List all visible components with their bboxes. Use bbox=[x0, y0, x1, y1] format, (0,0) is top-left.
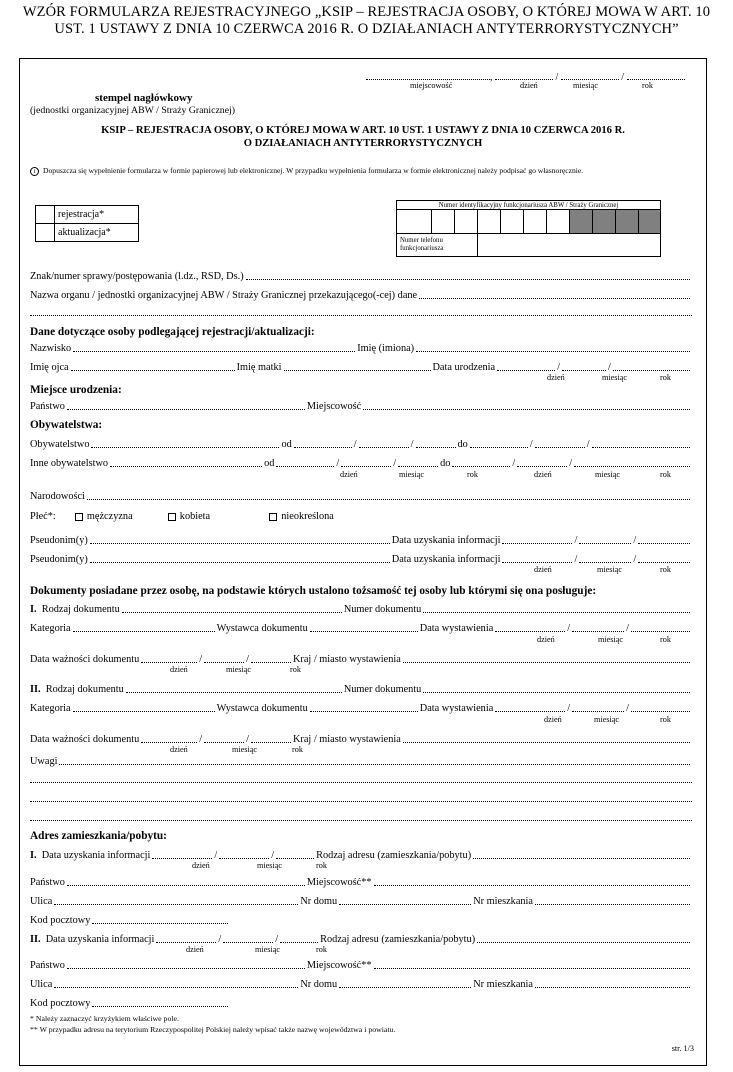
id-cell-shaded bbox=[616, 210, 639, 234]
female-checkbox[interactable] bbox=[168, 513, 176, 521]
month-label: miesiąc bbox=[255, 945, 281, 954]
year-label: rok bbox=[660, 635, 671, 644]
dotted-line[interactable] bbox=[30, 315, 692, 316]
issue-place-label: Kraj / miasto wystawienia bbox=[292, 654, 401, 665]
date-of-birth-label: Data urodzenia bbox=[432, 362, 496, 373]
citizenship-row-2[interactable]: Inne obywatelstwo od / / do / / bbox=[30, 457, 692, 469]
info-date-label: Data uzyskania informacji bbox=[391, 554, 501, 565]
info-note bbox=[30, 166, 583, 176]
stamp-title: stempel nagłówkowy bbox=[95, 92, 193, 104]
house-number-label: Nr domu bbox=[300, 979, 338, 990]
sex-row bbox=[30, 511, 334, 522]
address-1-date-row[interactable]: I. Data uzyskania informacji / / Rodzaj adresu (zamieszkania/pobytu) bbox=[30, 849, 692, 861]
remarks-row[interactable] bbox=[30, 755, 692, 767]
alias-row-1[interactable]: Pseudonim(y) Data uzyskania informacji / / bbox=[30, 534, 692, 546]
month-label: miesiąc bbox=[399, 470, 425, 479]
organization-row[interactable] bbox=[30, 289, 692, 301]
id-cell-shaded bbox=[570, 210, 593, 234]
place-label: Miejscowość** bbox=[306, 960, 372, 971]
issuer-label: Wystawca dokumentu bbox=[216, 623, 308, 634]
country-label: Państwo bbox=[30, 877, 65, 888]
mother-name-label: Imię matki bbox=[236, 362, 282, 373]
day-label: dzień bbox=[170, 745, 188, 754]
flat-number-label: Nr mieszkania bbox=[473, 896, 533, 907]
page-title bbox=[0, 4, 733, 38]
month-label: miesiąc bbox=[597, 565, 623, 574]
to-label: do bbox=[440, 458, 451, 469]
nationality-row[interactable] bbox=[30, 490, 692, 502]
category-label: Kategoria bbox=[30, 623, 71, 634]
street-label: Ulica bbox=[30, 896, 53, 907]
male-checkbox[interactable] bbox=[75, 513, 83, 521]
info-text: Dopuszcza się wypełnienie formularza w formie papierowej lub elektronicznej. W przypadku wypełnienia formularza w formie elektronicznej należy podpisać go własnoręcznie. bbox=[43, 166, 584, 175]
citizenship-row-1[interactable]: Obywatelstwo od / / do / / bbox=[30, 438, 692, 450]
surname-row[interactable] bbox=[30, 342, 692, 354]
phone-label-2: funkcjonariusza bbox=[400, 245, 444, 252]
given-names-label: Imię (imiona) bbox=[357, 343, 415, 354]
case-number-label: Znak/numer sprawy/postępowania (l.dz., RSD, Ds.) bbox=[30, 271, 244, 282]
month-label: miesiąc bbox=[594, 715, 620, 724]
update-checkbox[interactable] bbox=[36, 224, 55, 242]
day-label: dzień bbox=[547, 373, 565, 382]
validity-label: Data ważności dokumentu bbox=[30, 654, 140, 665]
officer-phone-label bbox=[397, 234, 478, 257]
id-cell-shaded bbox=[639, 210, 661, 234]
alias-row-2[interactable]: Pseudonim(y) Data uzyskania informacji / / bbox=[30, 553, 692, 565]
address-2-street-row[interactable] bbox=[30, 978, 692, 990]
issue-date-label: Data wystawienia bbox=[419, 623, 494, 634]
day-label: dzień bbox=[186, 945, 204, 954]
year-label: rok bbox=[467, 470, 478, 479]
document-1-validity-row[interactable]: Data ważności dokumentu / / Kraj / miasto wystawienia bbox=[30, 653, 692, 665]
page-number: str. 1/3 bbox=[671, 1044, 694, 1053]
day-label: dzień bbox=[170, 665, 188, 674]
officer-phone-field[interactable] bbox=[478, 234, 661, 257]
documents-section-title: Dokumenty posiadane przez osobę, na podstawie których ustalono tożsamość tej osoby lub którymi się ona posługuje: bbox=[30, 585, 597, 597]
year-label: rok bbox=[292, 745, 303, 754]
birth-section-title: Miejsce urodzenia: bbox=[30, 384, 122, 396]
issue-date-label: Data wystawienia bbox=[419, 703, 494, 714]
from-label: od bbox=[264, 458, 275, 469]
day-label: dzień bbox=[534, 470, 552, 479]
form-frame bbox=[19, 58, 707, 1066]
id-cell[interactable] bbox=[455, 210, 478, 234]
alias-label: Pseudonim(y) bbox=[30, 535, 88, 546]
id-cell[interactable] bbox=[524, 210, 547, 234]
street-label: Ulica bbox=[30, 979, 53, 990]
id-cell[interactable] bbox=[478, 210, 501, 234]
birth-place-label: Miejscowość bbox=[306, 401, 362, 412]
form-title-1: KSIP – REJESTRACJA OSOBY, O KTÓREJ MOWA W ART. 10 UST. 1 USTAWY Z DNIA 10 CZERWCA 2016 R. bbox=[101, 125, 625, 136]
citizenship-label: Obywatelstwo bbox=[30, 439, 90, 450]
place-label: miejscowość bbox=[410, 81, 453, 90]
officer-id-table bbox=[396, 200, 661, 257]
year-label: rok bbox=[660, 565, 671, 574]
birth-country-label: Państwo bbox=[30, 401, 65, 412]
document-2-validity-row[interactable]: Data ważności dokumentu / / Kraj / miasto wystawienia bbox=[30, 733, 692, 745]
birthplace-row[interactable] bbox=[30, 400, 692, 412]
address-1-roman: I. bbox=[30, 850, 37, 861]
address-section-title: Adres zamieszkania/pobytu: bbox=[30, 830, 167, 842]
update-label: aktualizacja* bbox=[55, 224, 139, 242]
document-number-label: Numer dokumentu bbox=[343, 604, 422, 615]
stamp-subtitle: (jednostki organizacyjnej ABW / Straży Granicznej) bbox=[30, 105, 236, 116]
title-line-2: UST. 1 USTAWY Z DNIA 10 CZERWCA 2016 R. O DZIAŁANIACH ANTYTERRORYSTYCZNYCH” bbox=[54, 21, 679, 37]
dotted-line[interactable] bbox=[30, 820, 692, 821]
document-1-roman: I. bbox=[30, 604, 37, 615]
year-label: rok bbox=[316, 861, 327, 870]
year-label: rok bbox=[316, 945, 327, 954]
address-1-country-row[interactable] bbox=[30, 876, 692, 888]
organization-label: Nazwa organu / jednostki organizacyjnej ABW / Straży Granicznej przekazującego(-cej) dane bbox=[30, 290, 418, 301]
place-label: Miejscowość** bbox=[306, 877, 372, 888]
month-label: miesiąc bbox=[226, 665, 252, 674]
document-type-label: Rodzaj dokumentu bbox=[45, 684, 124, 695]
id-cell[interactable] bbox=[501, 210, 524, 234]
flat-number-label: Nr mieszkania bbox=[473, 979, 533, 990]
document-1-type-row[interactable] bbox=[30, 603, 692, 615]
form-title-2: O DZIAŁANIACH ANTYTERRORYSTYCZNYCH bbox=[243, 138, 483, 149]
info-date-label: Data uzyskania informacji bbox=[45, 934, 155, 945]
footnote-2: ** W przypadku adresu na terytorium Rzeczypospolitej Polskiej należy wpisać także nazwę województwa i powiatu. bbox=[30, 1025, 396, 1034]
postal-code-label: Kod pocztowy bbox=[30, 998, 91, 1009]
citizenship-section-title: Obywatelstwa: bbox=[30, 419, 103, 431]
dotted-line[interactable] bbox=[30, 801, 692, 802]
footnote-1: * Należy zaznaczyć krzyżykiem właściwe pole. bbox=[30, 1014, 179, 1023]
month-label: miesiąc bbox=[598, 635, 624, 644]
month-label: miesiąc bbox=[602, 373, 628, 382]
category-label: Kategoria bbox=[30, 703, 71, 714]
document-number-label: Numer dokumentu bbox=[343, 684, 422, 695]
validity-label: Data ważności dokumentu bbox=[30, 734, 140, 745]
address-2-roman: II. bbox=[30, 934, 41, 945]
address-2-date-row[interactable]: II. Data uzyskania informacji / / Rodzaj adresu (zamieszkania/pobytu) bbox=[30, 933, 692, 945]
sex-label: Płeć*: bbox=[30, 511, 56, 522]
female-label: kobieta bbox=[179, 511, 211, 522]
month-label: miesiąc bbox=[257, 861, 283, 870]
house-number-label: Nr domu bbox=[300, 896, 338, 907]
year-label: rok bbox=[660, 715, 671, 724]
country-label: Państwo bbox=[30, 960, 65, 971]
info-date-label: Data uzyskania informacji bbox=[41, 850, 151, 861]
to-label: do bbox=[457, 439, 468, 450]
registration-checkbox[interactable] bbox=[36, 206, 55, 224]
day-label: dzień bbox=[340, 470, 358, 479]
document-type-label: Rodzaj dokumentu bbox=[41, 604, 120, 615]
month-label: miesiąc bbox=[573, 81, 599, 90]
day-label: dzień bbox=[192, 861, 210, 870]
issuer-label: Wystawca dokumentu bbox=[216, 703, 308, 714]
document-2-category-row[interactable]: Kategoria Wystawca dokumentu Data wystawienia / / bbox=[30, 702, 692, 714]
remarks-label: Uwagi bbox=[30, 756, 58, 767]
male-label: mężczyzna bbox=[86, 511, 133, 522]
document-2-type-row[interactable] bbox=[30, 683, 692, 695]
id-cell[interactable] bbox=[432, 210, 455, 234]
document-2-roman: II. bbox=[30, 684, 41, 695]
place-date-line[interactable]: , / / bbox=[366, 71, 685, 83]
nationality-label: Narodowości bbox=[30, 491, 85, 502]
info-date-label: Data uzyskania informacji bbox=[391, 535, 501, 546]
from-label: od bbox=[281, 439, 292, 450]
other-citizenship-label: Inne obywatelstwo bbox=[30, 458, 109, 469]
day-label: dzień bbox=[537, 635, 555, 644]
undefined-sex-checkbox[interactable] bbox=[269, 513, 277, 521]
person-section-title: Dane dotyczące osoby podlegającej rejestracji/aktualizacji: bbox=[30, 326, 315, 338]
id-cell[interactable] bbox=[397, 210, 432, 234]
issue-place-label: Kraj / miasto wystawienia bbox=[292, 734, 401, 745]
alias-label: Pseudonim(y) bbox=[30, 554, 88, 565]
day-label: dzień bbox=[544, 715, 562, 724]
info-circle-icon: i bbox=[30, 167, 39, 176]
dotted-line[interactable] bbox=[30, 782, 692, 783]
parents-dob-row[interactable]: Imię ojca Imię matki Data urodzenia / / bbox=[30, 361, 692, 373]
month-label: miesiąc bbox=[595, 470, 621, 479]
address-2-country-row[interactable] bbox=[30, 959, 692, 971]
year-label: rok bbox=[290, 665, 301, 674]
phone-label-1: Numer telefonu bbox=[400, 237, 443, 244]
address-kind-label: Rodzaj adresu (zamieszkania/pobytu) bbox=[316, 850, 472, 861]
father-name-label: Imię ojca bbox=[30, 362, 69, 373]
title-line-1: WZÓR FORMULARZA REJESTRACYJNEGO „KSIP – REJESTRACJA OSOBY, O KTÓREJ MOWA W ART. 10 bbox=[22, 4, 711, 20]
postal-code-label: Kod pocztowy bbox=[30, 915, 91, 926]
undefined-sex-label: nieokreślona bbox=[281, 511, 334, 522]
address-kind-label: Rodzaj adresu (zamieszkania/pobytu) bbox=[320, 934, 476, 945]
surname-label: Nazwisko bbox=[30, 343, 72, 354]
address-1-street-row[interactable] bbox=[30, 895, 692, 907]
day-label: dzień bbox=[534, 565, 552, 574]
month-label: miesiąc bbox=[232, 745, 258, 754]
registration-label: rejestracja* bbox=[55, 206, 139, 224]
year-label: rok bbox=[642, 81, 653, 90]
officer-id-label: Numer identyfikacyjny funkcjonariusza ABW / Straży Granicznej bbox=[397, 201, 661, 210]
id-cell[interactable] bbox=[547, 210, 570, 234]
registration-type-table bbox=[35, 205, 139, 242]
year-label: rok bbox=[660, 470, 671, 479]
day-label: dzień bbox=[520, 81, 538, 90]
document-1-category-row[interactable]: Kategoria Wystawca dokumentu Data wystawienia / / bbox=[30, 622, 692, 634]
id-cell-shaded bbox=[593, 210, 616, 234]
case-number-row[interactable] bbox=[30, 270, 692, 282]
address-2-postal-row[interactable] bbox=[30, 997, 692, 1009]
address-1-postal-row[interactable] bbox=[30, 914, 692, 926]
year-label: rok bbox=[660, 373, 671, 382]
